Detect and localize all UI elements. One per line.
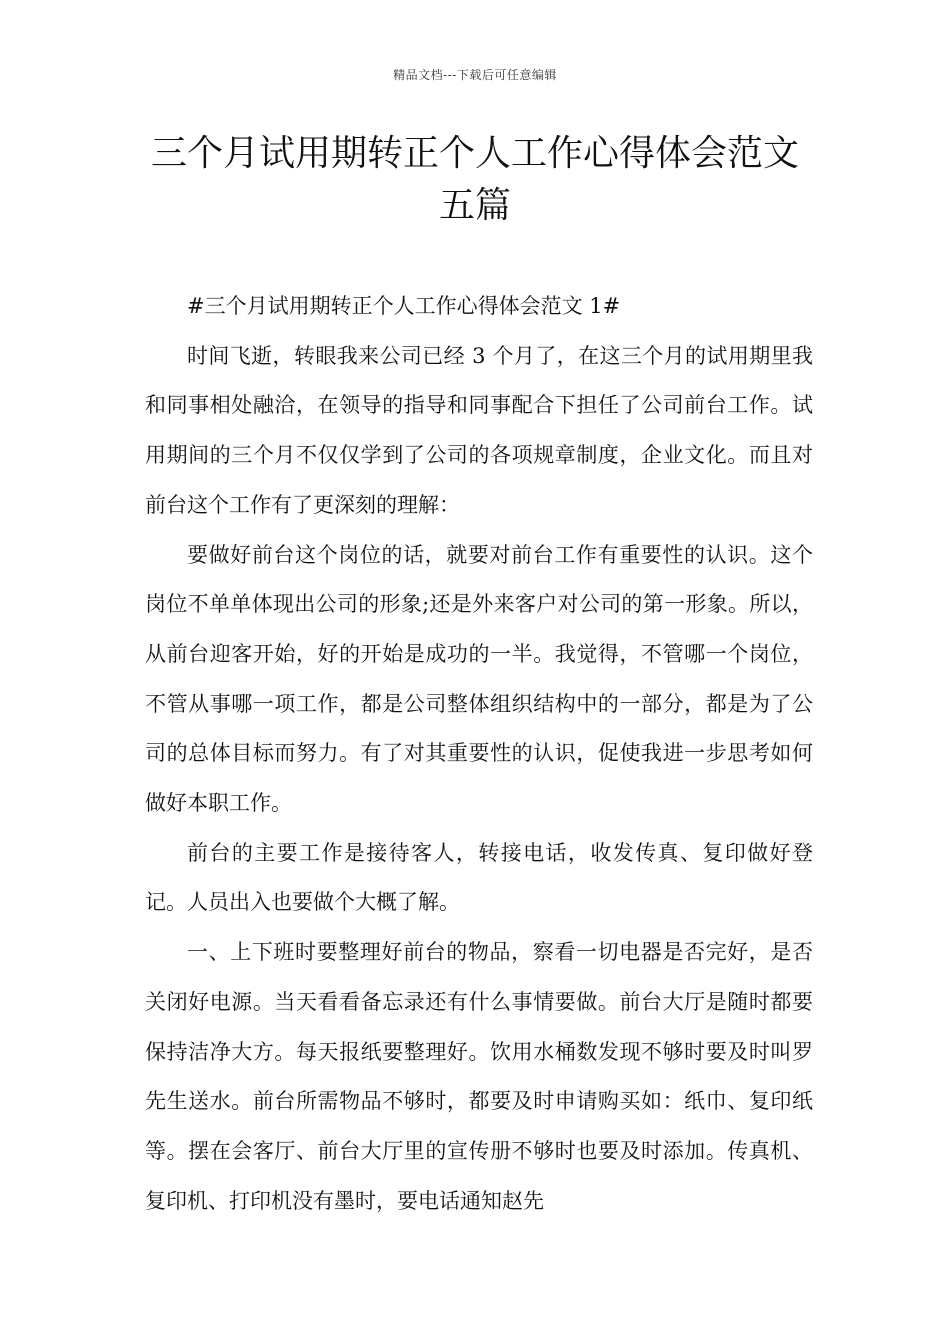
paragraph: 前台的主要工作是接待客人，转接电话，收发传真、复印做好登记。人员出入也要做个大概了解。 (145, 840, 813, 915)
document-body (145, 282, 813, 1226)
document-title: 三个月试用期转正个人工作心得体会范文五篇 (150, 133, 799, 226)
paragraph: 一、上下班时要整理好前台的物品，察看一切电器是否完好，是否关闭好电源。当天看看备忘录还有什么事情要做。前台大厅是随时都要保持洁净大方。每天报纸要整理好。饮用水桶数发现不够时要及时叫罗先生送水。前台所需物品不够时，都要及时申请购买如：纸巾、复印纸等。摆在会客厅、前台大厅里的宣传册不够时也要及时添加。传真机、复印机、打印机没有墨时，要电话通知赵先 (145, 940, 813, 1213)
paragraph: 要做好前台这个岗位的话，就要对前台工作有重要性的认识。这个岗位不单单体现出公司的形象;还是外来客户对公司的第一形象。所以，从前台迎客开始，好的开始是成功的一半。我觉得，不管哪一个岗位，不管从事哪一项工作，都是公司整体组织结构中的一部分，都是为了公司的总体目标而努力。有了对其重要性的认识，促使我进一步思考如何做好本职工作。 (145, 542, 813, 816)
paragraph: 时间飞逝，转眼我来公司已经 3 个月了，在这三个月的试用期里我和同事相处融洽，在领导的指导和同事配合下担任了公司前台工作。试用期间的三个月不仅仅学到了公司的各项规章制度，企业文化。而且对前台这个工作有了更深刻的理解： (145, 343, 813, 517)
section-heading: #三个月试用期转正个人工作心得体会范文 1# (187, 294, 621, 318)
header-note: 精品文档---下载后可任意编辑 (393, 68, 557, 82)
